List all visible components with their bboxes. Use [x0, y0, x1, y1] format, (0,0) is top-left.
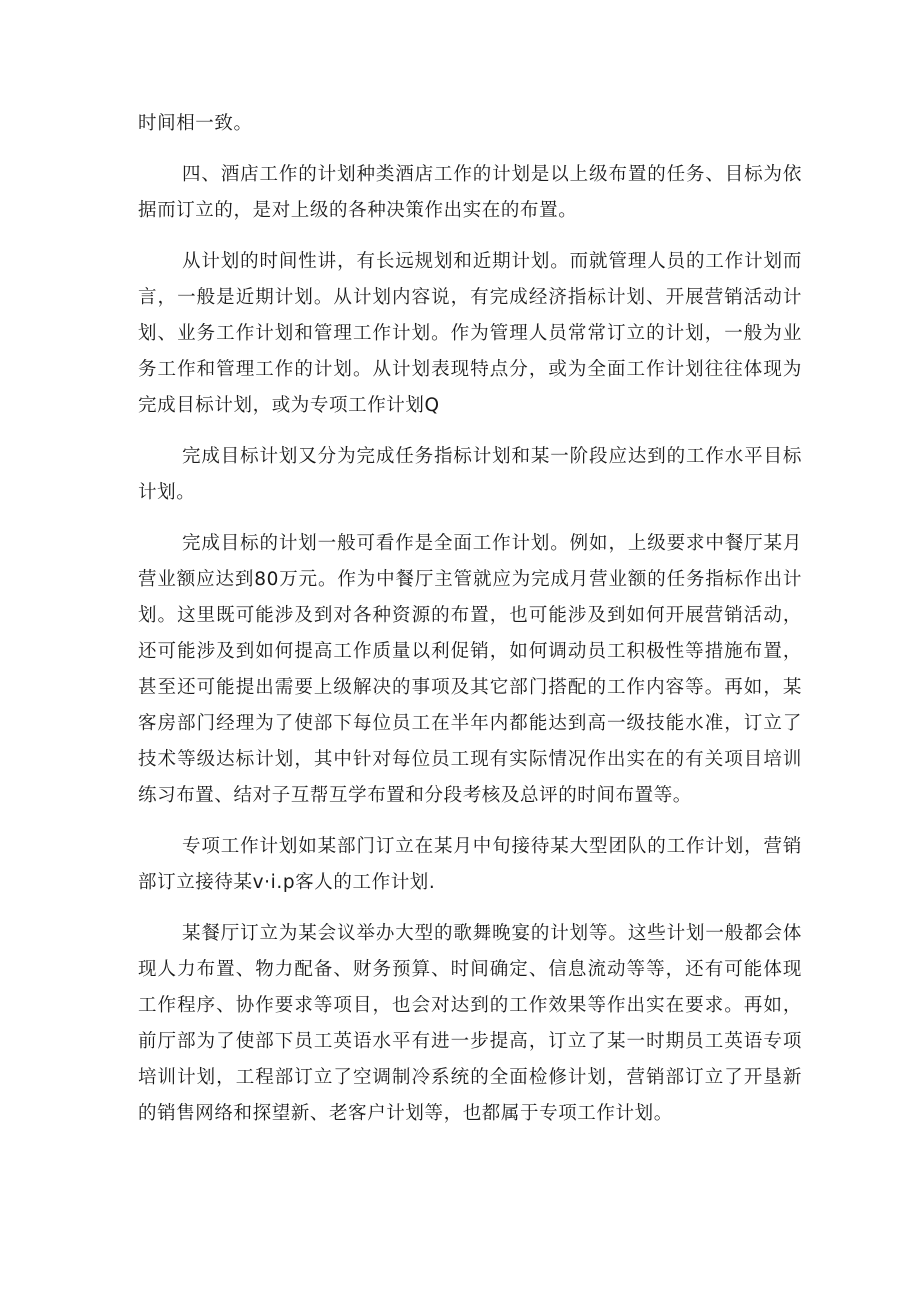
document-body — [138, 106, 802, 1132]
paragraph-target-plan: 完成目标计划又分为完成任务指标计划和某一阶段应达到的工作水平目标计划。 — [138, 446, 802, 503]
paragraph-overall-plan-example: 完成目标的计划一般可看作是全面工作计划。例如，上级要求中餐厅某月营业额应达到80万元。作为中餐厅主管就应为完成月营业额的任务指标作出计划。这里既可能涉及到对各种资源的布置，也可能涉及到如何开展营销活动，还可能涉及到如何提高工作质量以利促销，如何调动员工积极性等措施布置，甚至还可能提出需要上级解决的事项及其它部门搭配的工作内容等。再如，某客房部门经理为了使部下每位员工在半年内都能达到高一级技能水准，订立了技术等级达标计划，其中针对每位员工现有实际情况作出实在的有关项目培训练习布置、结对子互帮互学布置和分段考核及总评的时间布置等。 — [138, 533, 802, 806]
paragraph-plan-types: 四、酒店工作的计划种类酒店工作的计划是以上级布置的任务、目标为依据而订立的，是对上级的各种决策作出实在的布置。 — [138, 164, 802, 221]
paragraph-continuation: 时间相一致。 — [138, 113, 253, 134]
paragraph-special-plan: 专项工作计划如某部门订立在某月中旬接待某大型团队的工作计划，营销部订立接待某v·i.p客人的工作计划. — [138, 836, 802, 893]
paragraph-special-plan-examples: 某餐厅订立为某会议举办大型的歌舞晚宴的计划等。这些计划一般都会体现人力布置、物力配备、财务预算、时间确定、信息流动等等，还有可能体现工作程序、协作要求等项目，也会对达到的工作效果等作出实在要求。再如，前厅部为了使部下员工英语水平有进一步提高，订立了某一时期员工英语专项培训计划，工程部订立了空调制冷系统的全面检修计划，营销部订立了开垦新的销售网络和探望新、老客户计划等，也都属于专项工作计划。 — [138, 923, 802, 1124]
paragraph-plan-timeframe: 从计划的时间性讲，有长远规划和近期计划。而就管理人员的工作计划而言，一般是近期计划。从计划内容说，有完成经济指标计划、开展营销活动计划、业务工作计划和管理工作计划。作为管理人员常常订立的计划，一般为业务工作和管理工作的计划。从计划表现特点分，或为全面工作计划往往体现为完成目标计划，或为专项工作计划Q — [138, 251, 802, 416]
